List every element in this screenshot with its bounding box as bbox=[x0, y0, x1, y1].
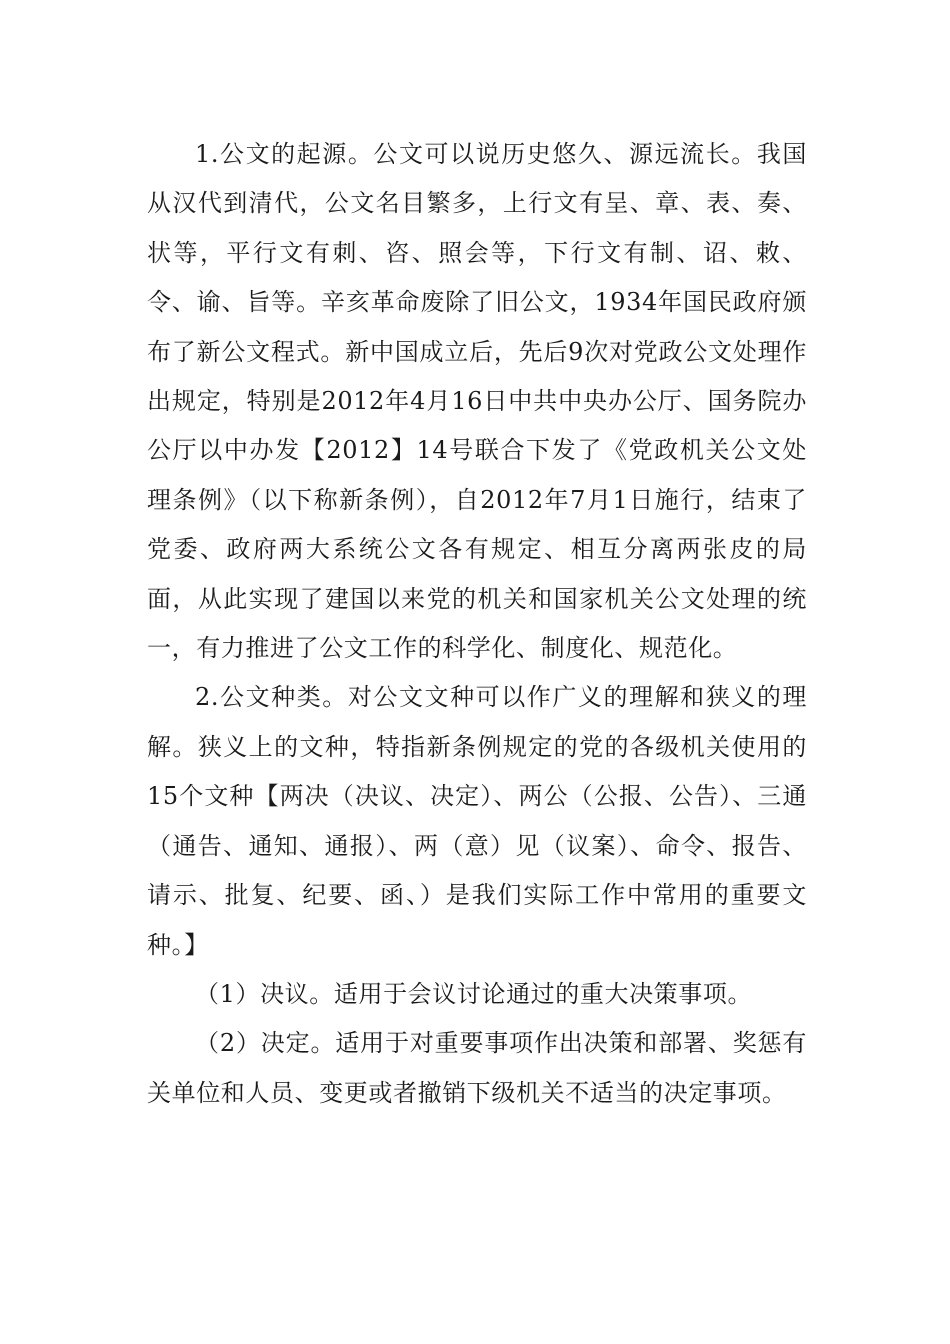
document-page bbox=[147, 130, 807, 1118]
paragraph-document-types: 2.公文种类。对公文文种可以作广义的理解和狭义的理解。狭义上的文种，特指新条例规定的党的各级机关使用的15个文种【两决（决议、决定）、两公（公报、公告）、三通（通告、通知、通报）、两（意）见（议案）、命令、报告、请示、批复、纪要、函、）是我们实际工作中常用的重要文种。】 bbox=[147, 683, 807, 959]
paragraph-resolution: （1）决议。适用于会议讨论通过的重大决策事项。 bbox=[195, 979, 753, 1008]
paragraph-decision: （2）决定。适用于对重要事项作出决策和部署、奖惩有关单位和人员、变更或者撤销下级机关不适当的决定事项。 bbox=[147, 1029, 807, 1107]
paragraph-origin-of-official-documents: 1.公文的起源。公文可以说历史悠久、源远流长。我国从汉代到清代，公文名目繁多，上行文有呈、章、表、奏、状等，平行文有刺、咨、照会等，下行文有制、诏、敕、令、谕、旨等。辛亥革命废除了旧公文，1934年国民政府颁布了新公文程式。新中国成立后，先后9次对党政公文处理作出规定，特别是2012年4月16日中共中央办公厅、国务院办公厅以中办发【2012】14号联合下发了《党政机关公文处理条例》（以下称新条例），自2012年7月1日施行，结束了党委、政府两大系统公文各有规定、相互分离两张皮的局面，从此实现了建国以来党的机关和国家机关公文处理的统一，有力推进了公文工作的科学化、制度化、规范化。 bbox=[147, 140, 807, 663]
